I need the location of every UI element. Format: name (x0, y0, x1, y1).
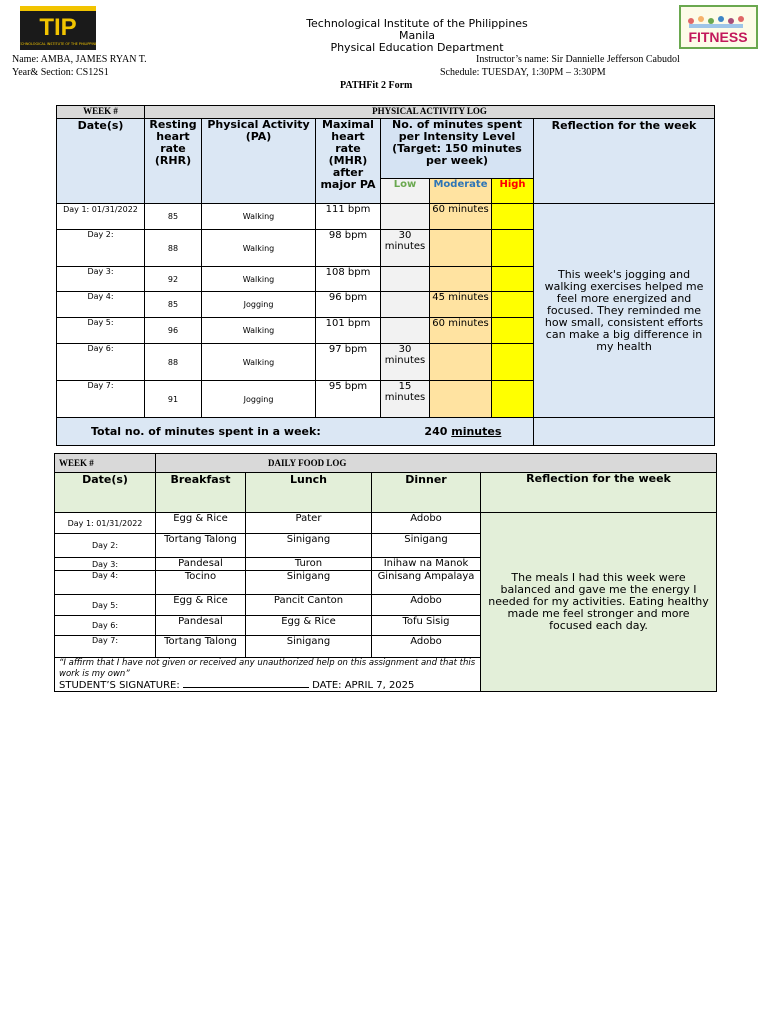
pa-day: Day 2: (57, 230, 145, 267)
pa-high (492, 381, 534, 418)
pa-col-low: Low (381, 179, 430, 204)
pa-rhr: 96 (145, 318, 202, 344)
city-name: Manila (398, 29, 436, 42)
pa-rhr: 85 (145, 292, 202, 318)
pa-low (381, 318, 430, 344)
pa-col-rhr: Resting heart rate (RHR) (145, 119, 202, 204)
food-lunch: Pater (246, 513, 372, 534)
pa-moderate: 60 minutes (430, 204, 492, 230)
fitness-logo-text: FITNESS (688, 29, 748, 45)
tip-logo (20, 6, 96, 50)
pa-high (492, 344, 534, 381)
pa-low (381, 292, 430, 318)
food-day: Day 4: (55, 571, 156, 595)
pa-high (492, 204, 534, 230)
food-day: Day 3: (55, 558, 156, 571)
food-col-dates: Date(s) (55, 473, 156, 513)
food-breakfast: Tortang Talong (156, 534, 246, 558)
date-value: APRIL 7, 2025 (344, 680, 415, 691)
pa-rhr: 88 (145, 344, 202, 381)
pa-activity: Walking (202, 267, 316, 292)
pa-title: PHYSICAL ACTIVITY LOG (145, 106, 715, 119)
department-name: Physical Education Department (330, 41, 504, 54)
date-label: DATE: (312, 680, 342, 691)
pa-mhr: 111 bpm (316, 204, 381, 230)
pa-week-label: WEEK # (57, 106, 145, 119)
pa-mhr: 97 bpm (316, 344, 381, 381)
pa-moderate (430, 381, 492, 418)
food-lunch: Sinigang (246, 534, 372, 558)
food-dinner: Adobo (372, 513, 481, 534)
pa-day: Day 7: (57, 381, 145, 418)
pa-mhr: 96 bpm (316, 292, 381, 318)
pa-moderate: 60 minutes (430, 318, 492, 344)
pa-moderate (430, 344, 492, 381)
signature-line[interactable] (183, 687, 309, 688)
year-section: Year& Section: CS12S1 (12, 67, 109, 78)
food-lunch: Egg & Rice (246, 616, 372, 636)
pa-moderate: 45 minutes (430, 292, 492, 318)
affirmation-cell (55, 658, 481, 692)
pa-total-value: 240 (424, 425, 448, 438)
food-breakfast: Egg & Rice (156, 595, 246, 616)
food-col-dinner: Dinner (372, 473, 481, 513)
pa-total-row (57, 418, 534, 446)
food-lunch: Pancit Canton (246, 595, 372, 616)
affirmation-text: “I affirm that I have not given or received any unauthorized help on this assignment and that this work is my own” (59, 658, 476, 679)
food-col-lunch: Lunch (246, 473, 372, 513)
pa-day: Day 4: (57, 292, 145, 318)
pa-high (492, 318, 534, 344)
food-breakfast: Pandesal (156, 616, 246, 636)
pa-total-filler (534, 418, 715, 446)
food-dinner: Adobo (372, 636, 481, 658)
pa-mhr: 108 bpm (316, 267, 381, 292)
food-row (55, 513, 717, 534)
schedule: Schedule: TUESDAY, 1:30PM – 3:30PM (440, 67, 606, 78)
pa-activity: Walking (202, 204, 316, 230)
food-dinner: Inihaw na Manok (372, 558, 481, 571)
tip-logo-subtext: TECHNOLOGICAL INSTITUTE OF THE PHILIPPINES (20, 42, 96, 46)
fitness-logo (679, 5, 758, 49)
pa-activity: Jogging (202, 381, 316, 418)
pa-rhr: 88 (145, 230, 202, 267)
food-reflection: The meals I had this week were balanced and gave me the energy I needed for my activities. Eating healthy made me feel stronger and more focused each day. (481, 513, 717, 692)
pa-activity: Walking (202, 318, 316, 344)
pa-col-minutes: No. of minutes spent per Intensity Level (Target: 150 minutes per week) (381, 119, 534, 179)
pa-low (381, 267, 430, 292)
pa-day: Day 3: (57, 267, 145, 292)
pa-col-activity: Physical Activity (PA) (202, 119, 316, 204)
pa-activity: Walking (202, 344, 316, 381)
signature-label: STUDENT’S SIGNATURE: (59, 680, 180, 691)
food-lunch: Sinigang (246, 636, 372, 658)
pa-low: 15 minutes (381, 381, 430, 418)
pa-activity: Jogging (202, 292, 316, 318)
pa-row (57, 204, 715, 230)
pa-day: Day 1: 01/31/2022 (57, 204, 145, 230)
pa-low: 30 minutes (381, 344, 430, 381)
food-breakfast: Egg & Rice (156, 513, 246, 534)
pa-mhr: 95 bpm (316, 381, 381, 418)
food-week-label: WEEK # (55, 454, 156, 473)
pa-activity: Walking (202, 230, 316, 267)
pa-reflection: This week's jogging and walking exercises helped me feel more energized and focused. They reminded me how small, consistent efforts can make a big difference in my health (534, 204, 715, 418)
pa-high (492, 267, 534, 292)
pa-rhr: 91 (145, 381, 202, 418)
pa-mhr: 98 bpm (316, 230, 381, 267)
pa-moderate (430, 267, 492, 292)
institution-name: Technological Institute of the Philippines (306, 17, 528, 30)
pa-total-unit: minutes (451, 425, 502, 438)
pa-high (492, 292, 534, 318)
pa-col-moderate: Moderate (430, 179, 492, 204)
pa-low: 30 minutes (381, 230, 430, 267)
food-col-reflection: Reflection for the week (481, 473, 717, 513)
food-log-table (54, 453, 717, 692)
food-day: Day 6: (55, 616, 156, 636)
food-breakfast: Pandesal (156, 558, 246, 571)
food-breakfast: Tortang Talong (156, 636, 246, 658)
pa-col-dates: Date(s) (57, 119, 145, 204)
pa-day: Day 6: (57, 344, 145, 381)
tip-logo-letters: TIP (39, 14, 77, 41)
pa-col-high: High (492, 179, 534, 204)
pa-col-mhr: Maximal heart rate (MHR) after major PA (316, 119, 381, 204)
food-col-breakfast: Breakfast (156, 473, 246, 513)
pa-mhr: 101 bpm (316, 318, 381, 344)
food-breakfast: Tocino (156, 571, 246, 595)
pa-high (492, 230, 534, 267)
food-dinner: Tofu Sisig (372, 616, 481, 636)
pa-col-reflection: Reflection for the week (534, 119, 715, 204)
pa-moderate (430, 230, 492, 267)
student-name: Name: AMBA, JAMES RYAN T. (12, 54, 147, 65)
food-day: Day 2: (55, 534, 156, 558)
pa-low (381, 204, 430, 230)
form-title: PATHFit 2 Form (340, 80, 413, 91)
pa-rhr: 92 (145, 267, 202, 292)
food-lunch: Turon (246, 558, 372, 571)
pa-rhr: 85 (145, 204, 202, 230)
physical-activity-table (56, 105, 715, 446)
instructor-name: Instructor’s name: Sir Dannielle Jefferson Cabudol (476, 54, 680, 65)
food-title: DAILY FOOD LOG (156, 454, 717, 473)
food-dinner: Sinigang (372, 534, 481, 558)
pa-day: Day 5: (57, 318, 145, 344)
food-day: Day 1: 01/31/2022 (55, 513, 156, 534)
food-lunch: Sinigang (246, 571, 372, 595)
food-dinner: Ginisang Ampalaya (372, 571, 481, 595)
food-day: Day 5: (55, 595, 156, 616)
food-dinner: Adobo (372, 595, 481, 616)
food-day: Day 7: (55, 636, 156, 658)
pa-total-label: Total no. of minutes spent in a week: (91, 425, 321, 438)
